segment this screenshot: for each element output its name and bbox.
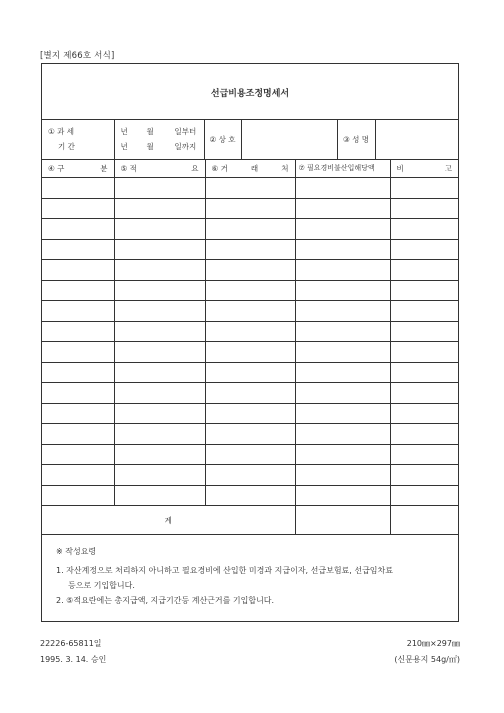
entry-cell[interactable]: [205, 280, 295, 301]
entry-cell[interactable]: [42, 260, 114, 281]
entry-cell[interactable]: [390, 383, 458, 404]
entry-cell[interactable]: [295, 403, 390, 424]
table-row: [42, 403, 458, 424]
entry-cell[interactable]: [114, 465, 205, 486]
period-from-year: 년: [120, 127, 128, 136]
entry-cell[interactable]: [205, 403, 295, 424]
statement-table: [42, 119, 458, 160]
period-from-month: 월: [146, 127, 154, 136]
entry-cell[interactable]: [205, 485, 295, 506]
entry-cell[interactable]: [114, 219, 205, 240]
total-amount-cell[interactable]: [295, 506, 390, 535]
entry-cell[interactable]: [114, 485, 205, 506]
col-amount: ⑦ 필요경비불산입해당액: [295, 159, 390, 178]
entry-cell[interactable]: [42, 321, 114, 342]
entry-cell[interactable]: [42, 219, 114, 240]
entry-cell[interactable]: [295, 198, 390, 219]
entry-cell[interactable]: [205, 362, 295, 383]
paper-size: 210㎜×297㎜: [406, 639, 460, 648]
instruction-1a: 1. 자산계정으로 처리하지 아니하고 필요경비에 산입한 미경과 지급이자, 선급보험료, 선급임차료: [56, 566, 393, 575]
entry-cell[interactable]: [114, 260, 205, 281]
entry-cell[interactable]: [295, 260, 390, 281]
col-counterparty: [205, 159, 295, 178]
company-value-cell[interactable]: [241, 119, 337, 160]
entry-cell[interactable]: [205, 444, 295, 465]
title-area: [42, 64, 458, 120]
column-header-row: [42, 159, 458, 178]
entry-cell[interactable]: [42, 485, 114, 506]
entry-cell[interactable]: [295, 239, 390, 260]
entry-cell[interactable]: [390, 465, 458, 486]
name-label-cell: ③ 성 명: [337, 119, 375, 160]
table-row: [42, 424, 458, 445]
entry-cell[interactable]: [114, 280, 205, 301]
entry-cell[interactable]: [390, 321, 458, 342]
detail-table: [42, 159, 458, 535]
entry-cell[interactable]: [114, 321, 205, 342]
col-summary: [114, 159, 205, 178]
entry-cell[interactable]: [295, 301, 390, 322]
col-counterparty-c: 처: [281, 163, 289, 173]
entry-cell[interactable]: [390, 485, 458, 506]
entry-cell[interactable]: [390, 239, 458, 260]
instruction-1b: 등으로 기입합니다.: [68, 581, 135, 590]
table-row: [42, 280, 458, 301]
table-row: [42, 219, 458, 240]
col-category-a: ④ 구: [48, 163, 65, 173]
period-from-day: 일부터: [174, 127, 197, 136]
entry-cell[interactable]: [390, 219, 458, 240]
entry-cell[interactable]: [42, 178, 114, 199]
period-label-1: ① 과 세: [48, 127, 74, 136]
entry-cell[interactable]: [295, 342, 390, 363]
total-row: [42, 506, 458, 535]
name-value-cell[interactable]: [375, 119, 458, 160]
total-remarks-cell[interactable]: [390, 506, 458, 535]
entry-cell[interactable]: [295, 280, 390, 301]
period-from: [121, 124, 198, 139]
entry-cell[interactable]: [205, 301, 295, 322]
table-row: [42, 178, 458, 199]
company-label-cell: ② 상 호: [204, 119, 241, 160]
instructions-heading: ※ 작성요령: [56, 547, 97, 556]
entry-cell[interactable]: [114, 444, 205, 465]
entry-cell[interactable]: [205, 178, 295, 199]
entry-cell[interactable]: [42, 239, 114, 260]
entry-cell[interactable]: [114, 239, 205, 260]
entry-cell[interactable]: [205, 198, 295, 219]
form-number: [별지 제66호 서식]: [40, 51, 115, 61]
entry-cell[interactable]: [390, 198, 458, 219]
approval-date: 1995. 3. 14. 승인: [40, 655, 107, 664]
entry-cell[interactable]: [295, 219, 390, 240]
period-label-cell: [42, 119, 114, 160]
table-row: [42, 198, 458, 219]
entry-cell[interactable]: [42, 301, 114, 322]
table-row: [42, 485, 458, 506]
period-to-year: 년: [120, 142, 128, 151]
entry-cell[interactable]: [114, 178, 205, 199]
header-row: [42, 119, 458, 160]
entry-cell[interactable]: [42, 444, 114, 465]
entry-cell[interactable]: [42, 383, 114, 404]
entry-cell[interactable]: [390, 362, 458, 383]
entry-cell[interactable]: [205, 342, 295, 363]
table-row: [42, 301, 458, 322]
table-row: [42, 321, 458, 342]
period-to: [121, 139, 198, 154]
entry-cell[interactable]: [295, 465, 390, 486]
entry-cell[interactable]: [390, 178, 458, 199]
total-label: 계: [42, 506, 295, 535]
entry-cell[interactable]: [205, 321, 295, 342]
entry-cell[interactable]: [114, 362, 205, 383]
entry-cell[interactable]: [390, 403, 458, 424]
entry-cell[interactable]: [42, 465, 114, 486]
period-dates-cell[interactable]: [114, 119, 204, 160]
table-row: [42, 239, 458, 260]
entry-cell[interactable]: [295, 178, 390, 199]
col-summary-b: 요: [191, 163, 199, 173]
period-to-day: 일까지: [174, 142, 197, 151]
entry-cell[interactable]: [295, 383, 390, 404]
entry-cell[interactable]: [390, 342, 458, 363]
period-to-month: 월: [146, 142, 154, 151]
paper-type: (신문용지 54g/㎡): [394, 655, 460, 664]
col-remarks-b: 고: [444, 163, 452, 173]
entry-cell[interactable]: [295, 444, 390, 465]
entry-cell[interactable]: [114, 424, 205, 445]
entry-cell[interactable]: [42, 362, 114, 383]
entry-cell[interactable]: [390, 424, 458, 445]
entry-cell[interactable]: [295, 424, 390, 445]
table-row: [42, 342, 458, 363]
form-frame: [41, 63, 459, 622]
entry-cell[interactable]: [205, 424, 295, 445]
col-counterparty-b: 래: [250, 163, 259, 173]
entry-cell[interactable]: [390, 280, 458, 301]
entry-cell[interactable]: [42, 424, 114, 445]
entry-cell[interactable]: [42, 403, 114, 424]
entry-cell[interactable]: [114, 198, 205, 219]
entry-cell[interactable]: [114, 383, 205, 404]
form-title: 선급비용조정명세서: [210, 89, 290, 99]
col-remarks: [390, 159, 458, 178]
entry-cell[interactable]: [205, 219, 295, 240]
table-row: [42, 260, 458, 281]
col-remarks-a: 비: [396, 163, 404, 173]
entry-cell[interactable]: [295, 362, 390, 383]
entry-cell[interactable]: [42, 342, 114, 363]
col-category: [42, 159, 114, 178]
entry-cell[interactable]: [42, 280, 114, 301]
entry-cell[interactable]: [390, 301, 458, 322]
col-category-b: 분: [100, 163, 108, 173]
entry-cell[interactable]: [114, 342, 205, 363]
instruction-2: 2. ⑤적요란에는 총지급액, 지급기간등 계산근거를 기입합니다.: [56, 596, 275, 605]
period-label-2: 기 간: [58, 142, 75, 151]
entry-cell[interactable]: [114, 403, 205, 424]
entry-cell[interactable]: [390, 260, 458, 281]
entry-cell[interactable]: [205, 239, 295, 260]
col-summary-a: ⑤ 적: [120, 163, 137, 173]
entry-cell[interactable]: [114, 301, 205, 322]
entry-cell[interactable]: [205, 383, 295, 404]
entry-cell[interactable]: [295, 485, 390, 506]
col-counterparty-a: ⑥ 거: [211, 163, 228, 173]
table-row: [42, 465, 458, 486]
table-row: [42, 362, 458, 383]
table-row: [42, 383, 458, 404]
entry-cell[interactable]: [205, 465, 295, 486]
form-code: 22226-65811일: [40, 639, 102, 648]
entry-cell[interactable]: [295, 321, 390, 342]
table-row: [42, 444, 458, 465]
entry-cell[interactable]: [390, 444, 458, 465]
entry-cell[interactable]: [42, 198, 114, 219]
entry-cell[interactable]: [205, 260, 295, 281]
